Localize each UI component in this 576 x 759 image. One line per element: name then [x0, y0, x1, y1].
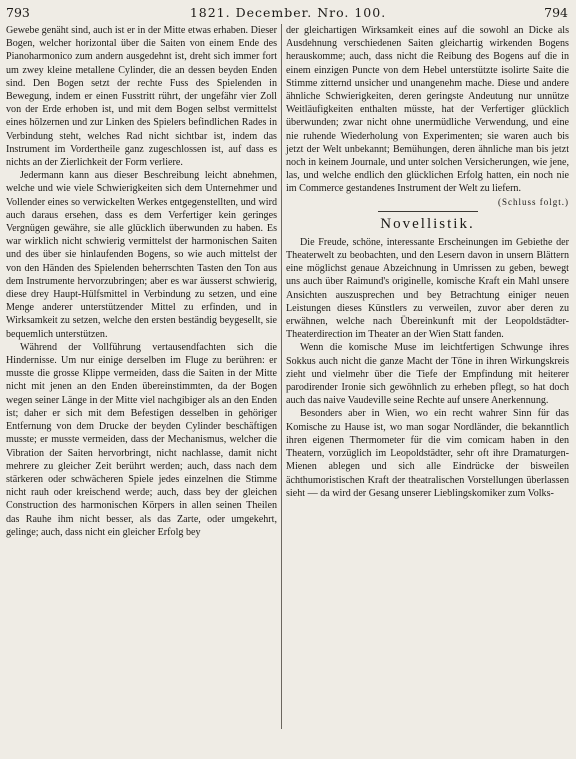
column-divider — [281, 24, 282, 729]
right-paragraph-1: der gleichartigen Wirksamkeit eines auf die sowohl an Dicke als Ausdehnung verschiedenen Saiten gleichartig wirkenden Bogens herauskomme; auch, dass nicht die Reibung des Bogens auf die in einem einzigen Puncte von dem Hebel unterstützte isolirte Saite die Stimme zitternd unsicher und unangenehm mache. Diese und andere ähnliche Schwierigkeiten, deren geringste Andeutung nur unnütze Weitläufigkeiten enthalten müsste, hat der Verfertiger glücklich überwunden; zwar nicht ohne unermüdliche Verwendung, und eine nie ruhende Wiederholung von Experimenten; sie waren auch bis jetzt der Welt unbekannt; Bemühungen, deren ähnliche man bis jetzt noch in keinem Journale, und unter solchen Versicherungen, wie jene, las, und welche endlich den glücklichen Erfolg hatten, ein noch nie im Commerce gestandenes Instrument der Welt zu liefern. — [286, 25, 569, 195]
section-title: Novellistik. — [380, 215, 475, 232]
right-column — [286, 24, 569, 500]
page-header — [0, 4, 576, 22]
left-column — [6, 24, 277, 539]
left-paragraph-1: Gewebe genäht sind, auch ist er in der Mitte etwas erhaben. Dieser Bogen, welcher horizontal über die Saiten von einem Ende des Pianoharmonico zum andern ausgedehnt ist, dreht sich immer fort um zwey kleine metallene Cylinder, die an dessen beyden Enden sind. Den Bogen setzt der rechte Fuss des Spielenden in Bewegung, indem er einen Fusstritt rührt, der ungefähr vier Zoll von der Erde erhoben ist, und mit dem Bogen selbst vermittelst eines hölzernen und zur Linken des Spielers befindlichen Rades in Verbindung steht, welches Rad nicht sichtbar ist, indem das Instrument im Vordertheile ganz zugeschlossen ist, auf dass es nichts an der Zierlichkeit der Form verliere. — [6, 25, 277, 169]
right-paragraph-3: Wenn die komische Muse im leichtfertigen Schwunge ihres Sokkus auch nicht die ganze Macht der Töne in ihren Wirkungskreis zieht und vielmehr über die Tiefe der Empfindung mit heiterer parodirender Ironie sich gewöhnlich zu erheben pflegt, so hat doch auch das naive Vaudeville seine Rechte auf unsere Anerkennung. — [286, 342, 569, 407]
continued-note: (Schluss folgt.) — [498, 196, 569, 207]
right-paragraph-2: Die Freude, schöne, interessante Erscheinungen im Gebiethe der Theaterwelt zu beobachten, und den Lesern davon in unsern Blättern eine möglichst genaue Abzeichnung in Umrissen zu geben, bewegt uns auch über Raimund's originelle, komische Kraft ein Mahl unsere Ansichten auszusprechen und bey Betrachtung einiger neuen Leistungen dieses Künstlers zu verweilen, zuvor aber deren zu erwähnen, welche nach Übereinkunft mit der Leopoldstädter-Theaterdirection im Theater an der Wien Statt fanden. — [286, 236, 569, 341]
page-number-right: 794 — [544, 5, 568, 20]
issue-title: 1821. December. Nro. 100. — [189, 5, 387, 20]
page-number-left: 793 — [6, 5, 30, 20]
right-paragraph-4: Besonders aber in Wien, wo ein recht wahrer Sinn für das Komische zu Hause ist, wo man sogar Nordländer, die bekanntlich ihren eigenen Thermometer für die vim comicam haben in den Theatern, vorzüglich im Leopoldstädter, sehr oft ihre Dramaturgen-Mienen ablegen und sich alle Eindrücke der bisweilen ächthumoristischen Kraft der theatralischen Vorstellungen überlassen sieht — da wird der Gesang unserer Lieblingskomiker zum Volks- — [286, 408, 569, 499]
left-paragraph-3: Während der Vollführung vertausendfachten sich die Hindernisse. Um nur einige derselben im Fluge zu berühren: er musste die grosse Klippe vermeiden, dass die Saiten in der Mitte nicht mit jenen an den Enden übereinstimmten, da der Bogen wegen seiner Länge in der Mitte viel nachgibiger als an den Enden ist; daher er sich mit dem Befestigen desselben in gehöriger Entfernung von dem Drucke der beyden Cylinder beschäftigen musste; er musste vermeiden, dass der Mechanismus, welcher die Vibration der Saiten hervorbringt, nicht nachlasse, damit nicht mehrere zu gleicher Zeit berührt werden; auch, dass nach dem stärkeren oder schwächeren Spiele jedes einzelnen die Stimme nicht rauh oder kreischend werde; auch, dass bey der gleichen Construction des harmonischen Körpers in allen seinen Theilen das Rauhe ihm nicht besser, als das Zarte, oder umgekehrt, gelinge; auch, dass nicht ein gleicher Erfolg bey — [6, 341, 277, 538]
left-paragraph-2: Jedermann kann aus dieser Beschreibung leicht abnehmen, welche und wie viele Schwierigkeiten sich dem Unternehmer und Vollender eines so verwickelten Werkes entgegenstellten, und wird auch daraus ersehen, dass es dem Verfertiger kein geringes Vergnügen gewähre, sie alle glücklich überwunden zu haben. Es war wirklich nicht schwierig vermittelst der harmonischen Saiten und des über sie hinlaufenden Bogens, so wie auch mittelst der von den Händen des Spielenden beherrschten Tasten den Ton aus dem Instrumente hervorzubringen; aber es war äusserst schwierig, diese drey Haupt-Hülfsmittel in Verbindung zu setzen, und eine Menge anderer unterstützender Mittel zu erfinden, und in Wirksamkeit zu setzen, welche den ersten beständig beygesellt, sie bequemlich unterstützen. — [6, 170, 277, 340]
section-separator — [378, 211, 478, 212]
